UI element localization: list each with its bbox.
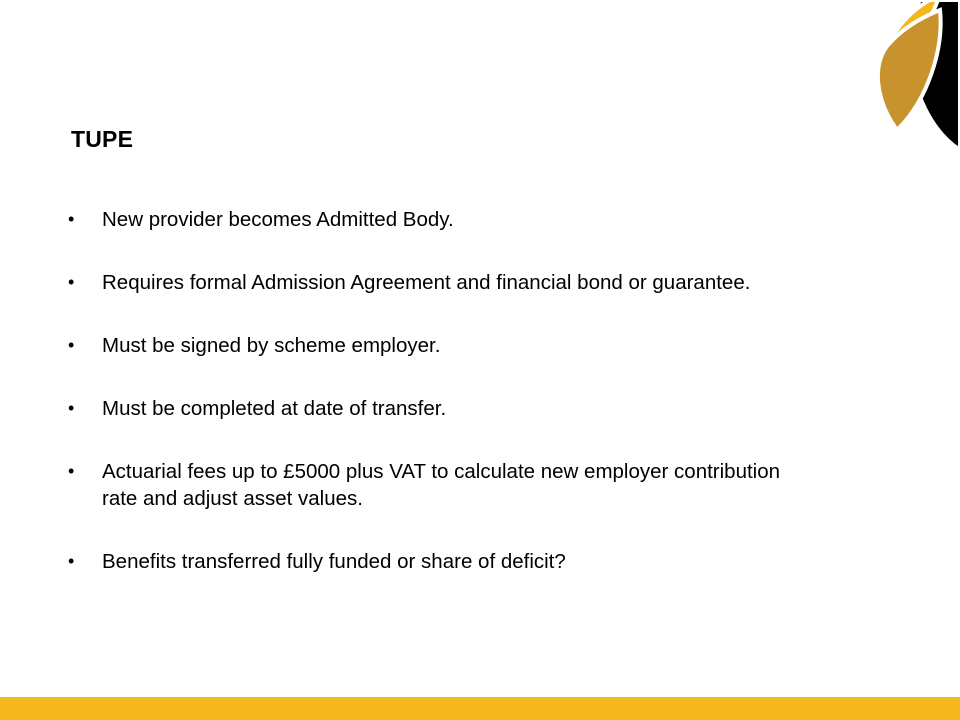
bullet-item: • Must be signed by scheme employer. [68,332,808,359]
bullet-item: • Requires formal Admission Agreement and financial bond or guarantee. [68,269,808,296]
bullet-item: • Actuarial fees up to £5000 plus VAT to calculate new employer contribution rate and adjust asset values. [68,458,808,512]
slide-title: TUPE [71,126,134,152]
petal-cluster-icon [760,0,960,160]
bullet-list [68,206,808,611]
footer-accent-bar [0,697,960,720]
bullet-item: • New provider becomes Admitted Body. [68,206,808,233]
bullet-item: • Must be completed at date of transfer. [68,395,808,422]
bullet-item: • Benefits transferred fully funded or share of deficit? [68,548,808,575]
